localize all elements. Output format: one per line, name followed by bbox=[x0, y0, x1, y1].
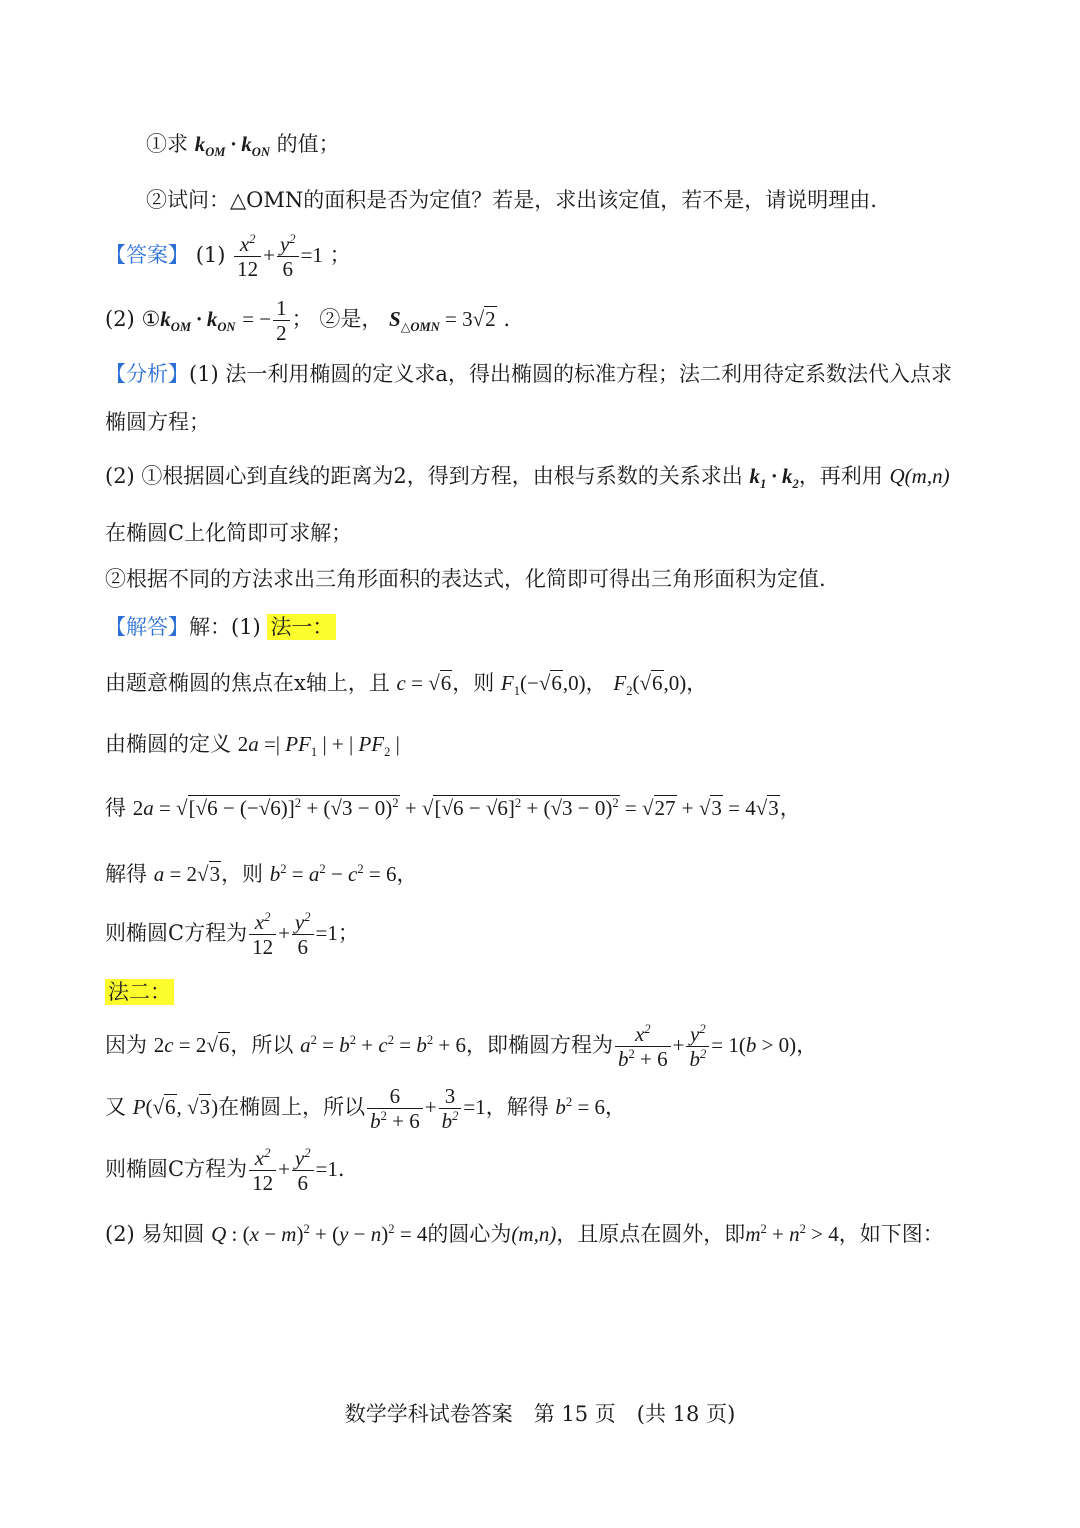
solution-line-7: 又 P(√6, √3)在椭圆上，所以 $\frac{6}{b^2 + 6}$ + $\frac{3}{b^2}$ =1，解得 $b^2 = 6$， bbox=[105, 1084, 627, 1134]
frac-x2-12: $\frac{x^2}{12}$ bbox=[234, 232, 261, 281]
answer-line-2: (2) $①k_{OM} \cdot k_{ON}$ = − $\frac{1}{2}$ ； ②是， $S_{\triangle OMN} = 3√2$ . bbox=[105, 296, 511, 346]
question-part-2: ②试问：△OMN的面积是否为定值？若是，求出该定值，若不是，请说明理由. bbox=[146, 188, 877, 212]
method-1-highlight: 法一： bbox=[267, 614, 336, 640]
analysis-line-3: (2) ①根据圆心到直线的距离为2，得到方程，由根与系数的关系求出 $k_1 \cdot k_2$，再利用 Q(m,n) bbox=[105, 464, 950, 492]
solution-line-5: 则椭圆C方程为 $\frac{x^2}{12}$ + $\frac{y^2}{6}$ =1； bbox=[105, 910, 359, 960]
answer-tag: 【答案】 bbox=[105, 243, 189, 268]
analysis-line-2: 椭圆方程； bbox=[105, 410, 210, 434]
question-part-1: ①求 $k_{OM} \cdot k_{ON}$ 的值； bbox=[146, 132, 340, 160]
analysis-line-1: 【分析】(1) 法一利用椭圆的定义求a，得出椭圆的标准方程；法二利用待定系数法代入点求 bbox=[105, 362, 952, 386]
math-area: $S_{\triangle OMN}$ bbox=[389, 307, 440, 335]
solution-line-9: (2) 易知圆 Q : $(x - m)^2 + (y - n)^2 = 4$的圆心为(m,n)，且原点在圆外，即$m^2 + n^2 > 4$，如下图： bbox=[105, 1222, 944, 1246]
solution-line-4: 解得 a = 2√3，则 $b^2 = a^2 - c^2 = 6$， bbox=[105, 862, 418, 886]
frac-y2-6: $\frac{y^2}{6}$ bbox=[277, 232, 299, 281]
method-2-highlight: 法二： bbox=[105, 979, 174, 1005]
solution-line-2: 由椭圆的定义 2a =| $PF_1$ | + | $PF_2$ | bbox=[105, 732, 400, 760]
analysis-line-5: ②根据不同的方法求出三角形面积的表达式，化简即可得出三角形面积为定值. bbox=[105, 567, 826, 591]
page-footer: 数学学科试卷答案 第 15 页 (共 18 页) bbox=[344, 1402, 736, 1426]
solution-method-2 bbox=[105, 980, 174, 1005]
solution-line-6: 因为 2c = 2√6，所以 $a^2 = b^2 + c^2 = b^2 + 6$，即椭圆方程为 $\frac{x^2}{b^2 + 6}$ + $\frac{y^2}{b^2}$ = 1(b > 0)， bbox=[105, 1022, 818, 1072]
solution-line-8: 则椭圆C方程为 $\frac{x^2}{12}$ + $\frac{y^2}{6}$ =1. bbox=[105, 1146, 345, 1196]
solution-line-1: 由题意椭圆的焦点在x轴上，且 c = √6，则 $F_1(-√6,0)$， $F_2(√6,0)$， bbox=[105, 671, 708, 699]
analysis-line-4: 在椭圆C上化简即可求解； bbox=[105, 521, 353, 545]
analysis-tag: 【分析】 bbox=[105, 362, 189, 386]
math-kom-kon: $k_{OM} \cdot k_{ON}$ bbox=[194, 132, 270, 160]
answer-line-1: 【答案】 (1) $\frac{x^2}{12}$ + $\frac{y^2}{6}$ =1 ； bbox=[105, 232, 351, 282]
solution-line-0: 【解答】解：(1) 法一： bbox=[105, 615, 336, 640]
solution-tag: 【解答】 bbox=[105, 615, 189, 639]
solution-line-3: 得 $2a = √[√6 - (-√6)]^2 + (√3 - 0)^2 + √[√6 - √6]^2 + (√3 - 0)^2 = √27 + √3 = 4√3$， bbox=[105, 796, 801, 820]
